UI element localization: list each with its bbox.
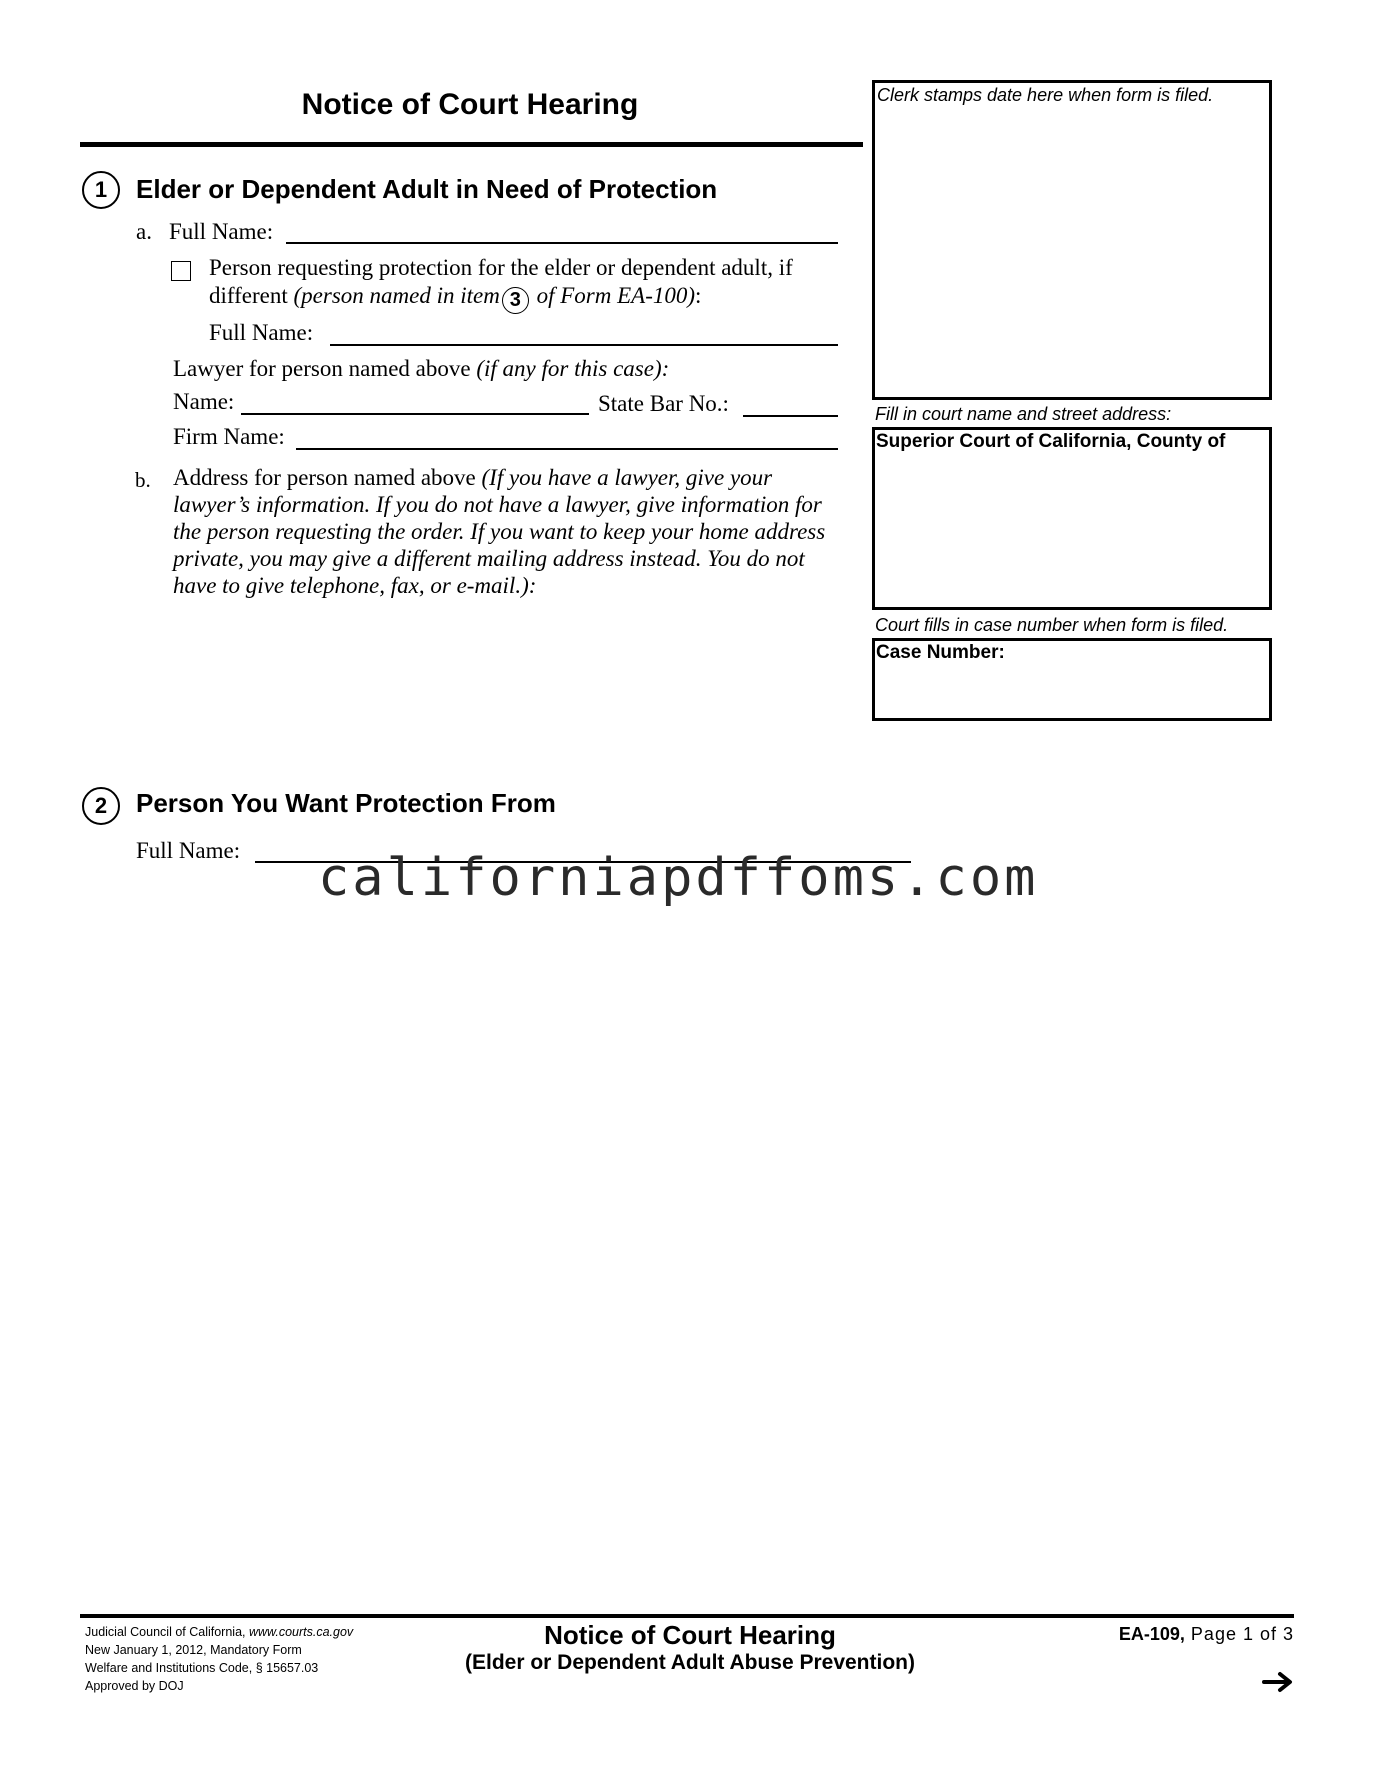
state-bar-label: State Bar No.: xyxy=(598,391,729,416)
requesting-full-name-underline xyxy=(330,344,838,346)
requesting-line2-colon: : xyxy=(695,283,702,308)
address-label-plain: Address for person named above xyxy=(173,465,482,490)
requesting-person-line2 xyxy=(209,283,701,314)
court-name-caption: Fill in court name and street address: xyxy=(875,404,1172,424)
section-2-title: Person You Want Protection From xyxy=(136,788,556,818)
requesting-person-line1: Person requesting protection for the elder or dependent adult, if xyxy=(209,255,793,280)
footer-subtitle: (Elder or Dependent Adult Abuse Prevention) xyxy=(465,1651,915,1674)
lawyer-name-field[interactable] xyxy=(241,387,589,415)
firm-name-field[interactable] xyxy=(296,422,838,450)
watermark-text: californiapdffoms.com xyxy=(318,848,1039,908)
state-bar-underline xyxy=(743,415,838,417)
page-indicator: Page 1 of 3 xyxy=(1184,1624,1294,1644)
full-name-field[interactable] xyxy=(286,216,838,244)
full-name-label: Full Name: xyxy=(169,219,274,244)
requesting-line2-plain: different xyxy=(209,283,294,308)
clerk-stamp-box xyxy=(872,80,1272,400)
firm-name-label: Firm Name: xyxy=(173,424,285,449)
title-divider xyxy=(80,142,863,147)
requesting-person-checkbox[interactable] xyxy=(171,261,191,281)
footer-title: Notice of Court Hearing xyxy=(544,1620,836,1650)
arrow-right-icon-svg xyxy=(1262,1670,1294,1694)
footer-line-3: Welfare and Institutions Code, § 15657.03 xyxy=(85,1661,319,1675)
lawyer-label-italic: (if any for this case): xyxy=(476,356,670,381)
full-name-underline xyxy=(286,242,838,244)
restrained-full-name-label: Full Name: xyxy=(136,838,241,863)
case-number-label: Case Number: xyxy=(876,642,1005,663)
item-3-reference: 3 xyxy=(502,287,529,314)
footer-line-4: Approved by DOJ xyxy=(85,1679,184,1693)
requesting-line2-italic-end: of Form EA-100) xyxy=(530,283,696,308)
requesting-full-name-label: Full Name: xyxy=(209,320,314,345)
section-1-title: Elder or Dependent Adult in Need of Protection xyxy=(136,174,718,204)
arrow-right-icon[interactable] xyxy=(1262,1670,1294,1699)
footer-line-2: New January 1, 2012, Mandatory Form xyxy=(85,1643,302,1657)
clerk-stamp-caption: Clerk stamps date here when form is filed. xyxy=(877,85,1214,105)
footer-line-1 xyxy=(85,1623,353,1641)
court-name-label: Superior Court of California, County of xyxy=(876,431,1226,452)
requesting-full-name-field[interactable] xyxy=(330,318,838,346)
lawyer-name-underline xyxy=(241,413,589,415)
section-number-1: 1 xyxy=(82,171,120,209)
case-number-box[interactable] xyxy=(872,638,1272,721)
firm-name-underline xyxy=(296,448,838,450)
item-b-letter: b. xyxy=(135,468,151,492)
footer-divider xyxy=(80,1614,1294,1618)
footer-website: www.courts.ca.gov xyxy=(248,1625,354,1639)
page-title: Notice of Court Hearing xyxy=(301,88,639,121)
lawyer-label xyxy=(173,356,669,382)
court-name-box[interactable] xyxy=(872,427,1272,610)
footer-line-1-plain: Judicial Council of California, xyxy=(85,1625,249,1639)
lawyer-label-plain: Lawyer for person named above xyxy=(173,356,477,381)
state-bar-field[interactable] xyxy=(743,389,838,417)
address-label-italic: (If you have a lawyer, give your lawyer’s information. If you do not have a lawyer, give information for the person requesting the order. If you want to keep your home address private, you may give a different mailing address instead. You do not have to give telephone, fax, or e-mail.): xyxy=(173,465,826,598)
case-number-caption: Court fills in case number when form is filed. xyxy=(875,615,1229,635)
footer-left-info xyxy=(85,1623,353,1695)
item-a-letter: a. xyxy=(136,219,152,244)
section-number-2: 2 xyxy=(82,787,120,825)
footer-form-page xyxy=(1119,1624,1294,1645)
requesting-line2-italic: (person named in item xyxy=(293,283,500,308)
lawyer-name-label: Name: xyxy=(173,389,235,414)
form-id: EA-109, xyxy=(1118,1624,1185,1644)
address-instructions xyxy=(173,464,853,599)
